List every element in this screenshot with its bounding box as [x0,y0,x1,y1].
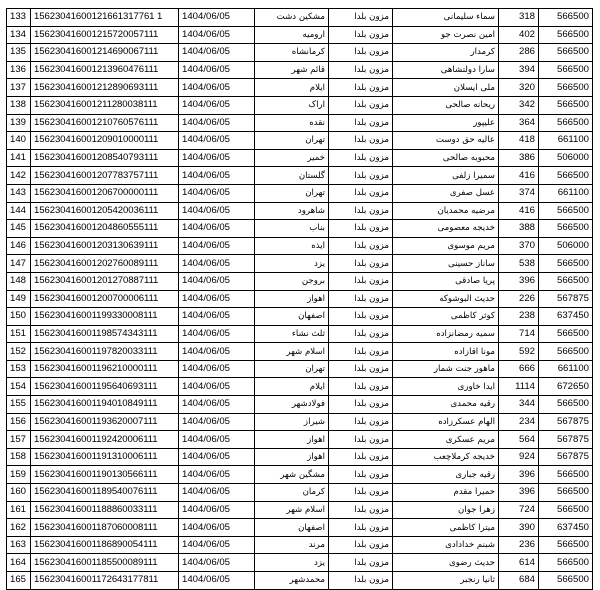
row-number: 154 [7,378,31,396]
branch-cell: مزون بلدا [329,237,393,255]
score-cell: 374 [499,184,539,202]
date-cell: 1404/06/05 [179,61,255,79]
date-cell: 1404/06/05 [179,96,255,114]
name-cell: رقیه جباری [393,466,499,484]
date-cell: 1404/06/05 [179,149,255,167]
tracking-code: 156230416001192420006111 [31,431,179,449]
amount-cell: 637450 [539,519,593,537]
branch-cell: مزون بلدا [329,431,393,449]
date-cell: 1404/06/05 [179,290,255,308]
table-row [7,413,593,431]
score-cell: 238 [499,308,539,326]
name-cell: امین نصرت جو [393,26,499,44]
city-cell: اراک [255,96,329,114]
tracking-code: 156230416001210760576111 [31,114,179,132]
tracking-code: 156230416001195640693111 [31,378,179,396]
city-cell: شیراز [255,413,329,431]
table-row [7,44,593,62]
row-number: 163 [7,536,31,554]
branch-cell: مزون بلدا [329,220,393,238]
city-cell: مشکین دشت [255,9,329,27]
table-row [7,378,593,396]
score-cell: 592 [499,343,539,361]
city-cell: مشگین شهر [255,466,329,484]
table-row [7,572,593,590]
row-number: 137 [7,79,31,97]
score-cell: 924 [499,448,539,466]
date-cell: 1404/06/05 [179,396,255,414]
branch-cell: مزون بلدا [329,44,393,62]
date-cell: 1404/06/05 [179,431,255,449]
date-cell: 1404/06/05 [179,466,255,484]
branch-cell: مزون بلدا [329,396,393,414]
city-cell: کرمان [255,484,329,502]
score-cell: 684 [499,572,539,590]
table-row [7,308,593,326]
date-cell: 1404/06/05 [179,360,255,378]
tracking-code: 156230416001205420036111 [31,202,179,220]
city-cell: اهواز [255,290,329,308]
name-cell: میترا کاظمی [393,519,499,537]
score-cell: 666 [499,360,539,378]
name-cell: خدیجه معصومی [393,220,499,238]
city-cell: مرند [255,536,329,554]
branch-cell: مزون بلدا [329,448,393,466]
name-cell: زهرا جوان [393,501,499,519]
row-number: 134 [7,26,31,44]
table-row [7,466,593,484]
tracking-code: 156230416001209010000111 [31,132,179,150]
row-number: 155 [7,396,31,414]
branch-cell: مزون بلدا [329,308,393,326]
score-cell: 234 [499,413,539,431]
table-row [7,26,593,44]
amount-cell: 566500 [539,484,593,502]
row-number: 152 [7,343,31,361]
branch-cell: مزون بلدا [329,132,393,150]
row-number: 145 [7,220,31,238]
row-number: 138 [7,96,31,114]
row-number: 165 [7,572,31,590]
score-cell: 364 [499,114,539,132]
branch-cell: مزون بلدا [329,466,393,484]
score-cell: 342 [499,96,539,114]
row-number: 142 [7,167,31,185]
city-cell: کرمانشاه [255,44,329,62]
amount-cell: 566500 [539,79,593,97]
row-number: 146 [7,237,31,255]
tracking-code: 15623041600121661317761 1 [31,9,179,27]
name-cell: حدیث رضوی [393,554,499,572]
score-cell: 396 [499,466,539,484]
row-number: 143 [7,184,31,202]
branch-cell: مزون بلدا [329,149,393,167]
amount-cell: 566500 [539,572,593,590]
branch-cell: مزون بلدا [329,272,393,290]
city-cell: محمدشهر [255,572,329,590]
name-cell: سمیرا زلفی [393,167,499,185]
table-row [7,61,593,79]
date-cell: 1404/06/05 [179,255,255,273]
name-cell: کوثر کاظمی [393,308,499,326]
city-cell: قائم شهر [255,61,329,79]
row-number: 135 [7,44,31,62]
amount-cell: 566500 [539,343,593,361]
amount-cell: 566500 [539,325,593,343]
score-cell: 386 [499,149,539,167]
city-cell: یزد [255,255,329,273]
tracking-code: 156230416001206700000111 [31,184,179,202]
city-cell: اصفهان [255,519,329,537]
roster-table [6,8,593,590]
date-cell: 1404/06/05 [179,220,255,238]
date-cell: 1404/06/05 [179,501,255,519]
tracking-code: 156230416001185500089111 [31,554,179,572]
score-cell: 344 [499,396,539,414]
row-number: 160 [7,484,31,502]
tracking-code: 156230416001201270887111 [31,272,179,290]
date-cell: 1404/06/05 [179,272,255,290]
tracking-code: 156230416001189540076111 [31,484,179,502]
table-row [7,184,593,202]
score-cell: 226 [499,290,539,308]
branch-cell: مزون بلدا [329,554,393,572]
row-number: 150 [7,308,31,326]
name-cell: مریم عسکری [393,431,499,449]
amount-cell: 661100 [539,360,593,378]
score-cell: 286 [499,44,539,62]
table-row [7,272,593,290]
date-cell: 1404/06/05 [179,44,255,62]
branch-cell: مزون بلدا [329,9,393,27]
amount-cell: 567875 [539,413,593,431]
city-cell: اسلام شهر [255,343,329,361]
branch-cell: مزون بلدا [329,184,393,202]
branch-cell: مزون بلدا [329,325,393,343]
date-cell: 1404/06/05 [179,114,255,132]
amount-cell: 506000 [539,149,593,167]
name-cell: مرضیه محمدیان [393,202,499,220]
branch-cell: مزون بلدا [329,202,393,220]
row-number: 149 [7,290,31,308]
tracking-code: 156230416001208540793111 [31,149,179,167]
score-cell: 394 [499,61,539,79]
city-cell: ارومیه [255,26,329,44]
name-cell: الهام عسکرزاده [393,413,499,431]
amount-cell: 566500 [539,44,593,62]
amount-cell: 661100 [539,132,593,150]
table-row [7,202,593,220]
table-row [7,484,593,502]
table-row [7,501,593,519]
date-cell: 1404/06/05 [179,167,255,185]
score-cell: 318 [499,9,539,27]
name-cell: رقیه محمدی [393,396,499,414]
date-cell: 1404/06/05 [179,536,255,554]
tracking-code: 156230416001199330008111 [31,308,179,326]
city-cell: اهواز [255,431,329,449]
branch-cell: مزون بلدا [329,255,393,273]
score-cell: 418 [499,132,539,150]
name-cell: حمیرا مقدم [393,484,499,502]
city-cell: تهران [255,360,329,378]
date-cell: 1404/06/05 [179,237,255,255]
row-number: 148 [7,272,31,290]
name-cell: سمیه رمضانزاده [393,325,499,343]
city-cell: تهران [255,184,329,202]
city-cell: اهواز [255,448,329,466]
score-cell: 236 [499,536,539,554]
score-cell: 724 [499,501,539,519]
name-cell: ایدا خاوری [393,378,499,396]
score-cell: 538 [499,255,539,273]
name-cell: حدیث البوشوکه [393,290,499,308]
name-cell: خدیجه کرملاچعب [393,448,499,466]
city-cell: ایلام [255,79,329,97]
branch-cell: مزون بلدا [329,519,393,537]
amount-cell: 566500 [539,26,593,44]
row-number: 141 [7,149,31,167]
date-cell: 1404/06/05 [179,202,255,220]
tracking-code: 156230416001172643177811 [31,572,179,590]
city-cell: خمیر [255,149,329,167]
amount-cell: 566500 [539,202,593,220]
table-row [7,325,593,343]
amount-cell: 566500 [539,61,593,79]
row-number: 151 [7,325,31,343]
date-cell: 1404/06/05 [179,554,255,572]
branch-cell: مزون بلدا [329,114,393,132]
amount-cell: 566500 [539,501,593,519]
name-cell: عسل صفری [393,184,499,202]
table-row [7,519,593,537]
amount-cell: 661100 [539,184,593,202]
score-cell: 614 [499,554,539,572]
amount-cell: 566500 [539,9,593,27]
city-cell: بناب [255,220,329,238]
amount-cell: 506000 [539,237,593,255]
table-row [7,167,593,185]
table-row [7,396,593,414]
name-cell: پریا صادقی [393,272,499,290]
amount-cell: 566500 [539,554,593,572]
name-cell: سارا دولتشاهی [393,61,499,79]
table-row [7,79,593,97]
date-cell: 1404/06/05 [179,343,255,361]
score-cell: 564 [499,431,539,449]
tracking-code: 156230416001203130639111 [31,237,179,255]
date-cell: 1404/06/05 [179,519,255,537]
row-number: 164 [7,554,31,572]
score-cell: 370 [499,237,539,255]
table-row [7,536,593,554]
row-number: 140 [7,132,31,150]
date-cell: 1404/06/05 [179,572,255,590]
name-cell: شبنم خدادادی [393,536,499,554]
branch-cell: مزون بلدا [329,378,393,396]
tracking-code: 156230416001200700006111 [31,290,179,308]
tracking-code: 156230416001186890054111 [31,536,179,554]
amount-cell: 566500 [539,396,593,414]
name-cell: محبوبه صالحی [393,149,499,167]
name-cell: ملی ایسلان [393,79,499,97]
city-cell: گلستان [255,167,329,185]
row-number: 136 [7,61,31,79]
amount-cell: 566500 [539,96,593,114]
table-row [7,96,593,114]
tracking-code: 156230416001197820033111 [31,343,179,361]
city-cell: ایذه [255,237,329,255]
score-cell: 396 [499,272,539,290]
city-cell: یزد [255,554,329,572]
table-row [7,360,593,378]
name-cell: ثانیا رنجبر [393,572,499,590]
name-cell: عالیه حق دوست [393,132,499,150]
tracking-code: 156230416001193620007111 [31,413,179,431]
amount-cell: 672650 [539,378,593,396]
name-cell: علیپور [393,114,499,132]
tracking-code: 156230416001190130566111 [31,466,179,484]
amount-cell: 566500 [539,220,593,238]
city-cell: اصفهان [255,308,329,326]
date-cell: 1404/06/05 [179,184,255,202]
city-cell: تهران [255,132,329,150]
row-number: 133 [7,9,31,27]
tracking-code: 156230416001191310006111 [31,448,179,466]
row-number: 156 [7,413,31,431]
tracking-code: 156230416001213960476111 [31,61,179,79]
amount-cell: 566500 [539,466,593,484]
city-cell: اسلام شهر [255,501,329,519]
date-cell: 1404/06/05 [179,325,255,343]
score-cell: 1114 [499,378,539,396]
tracking-code: 156230416001194010849111 [31,396,179,414]
score-cell: 320 [499,79,539,97]
row-number: 159 [7,466,31,484]
name-cell: سماء سلیمانی [393,9,499,27]
date-cell: 1404/06/05 [179,26,255,44]
city-cell: ایلام [255,378,329,396]
branch-cell: مزون بلدا [329,536,393,554]
table-row [7,554,593,572]
city-cell: نقده [255,114,329,132]
name-cell: ماهور جنت شمار [393,360,499,378]
amount-cell: 567875 [539,448,593,466]
row-number: 147 [7,255,31,273]
tracking-code: 156230416001207783757111 [31,167,179,185]
row-number: 162 [7,519,31,537]
name-cell: کرمدار [393,44,499,62]
name-cell: ساناز حسینی [393,255,499,273]
branch-cell: مزون بلدا [329,501,393,519]
amount-cell: 566500 [539,114,593,132]
tracking-code: 156230416001212890693111 [31,79,179,97]
score-cell: 714 [499,325,539,343]
amount-cell: 637450 [539,308,593,326]
score-cell: 416 [499,202,539,220]
date-cell: 1404/06/05 [179,484,255,502]
tracking-code: 156230416001214690067111 [31,44,179,62]
tracking-code: 156230416001198574343111 [31,325,179,343]
branch-cell: مزون بلدا [329,96,393,114]
amount-cell: 566500 [539,272,593,290]
tracking-code: 156230416001204860555111 [31,220,179,238]
tracking-code: 156230416001188860033111 [31,501,179,519]
table-row [7,220,593,238]
name-cell: مونا اقازاده [393,343,499,361]
score-cell: 396 [499,484,539,502]
tracking-code: 156230416001196210000111 [31,360,179,378]
table-row [7,237,593,255]
branch-cell: مزون بلدا [329,572,393,590]
table-row [7,448,593,466]
date-cell: 1404/06/05 [179,132,255,150]
branch-cell: مزون بلدا [329,343,393,361]
row-number: 157 [7,431,31,449]
amount-cell: 566500 [539,255,593,273]
city-cell: فولادشهر [255,396,329,414]
amount-cell: 566500 [539,536,593,554]
city-cell: بروجن [255,272,329,290]
amount-cell: 566500 [539,167,593,185]
name-cell: ریحانه صالحی [393,96,499,114]
row-number: 144 [7,202,31,220]
city-cell: ثلث نشاء [255,325,329,343]
row-number: 158 [7,448,31,466]
table-row [7,132,593,150]
table-row [7,343,593,361]
date-cell: 1404/06/05 [179,448,255,466]
table-row [7,290,593,308]
branch-cell: مزون بلدا [329,290,393,308]
branch-cell: مزون بلدا [329,79,393,97]
branch-cell: مزون بلدا [329,360,393,378]
amount-cell: 567875 [539,431,593,449]
tracking-code: 156230416001202760089111 [31,255,179,273]
table-row [7,255,593,273]
name-cell: مریم موسوی [393,237,499,255]
branch-cell: مزون بلدا [329,167,393,185]
tracking-code: 156230416001215720057111 [31,26,179,44]
tracking-code: 156230416001187060008111 [31,519,179,537]
branch-cell: مزون بلدا [329,26,393,44]
row-number: 153 [7,360,31,378]
table-row [7,9,593,27]
table-row [7,149,593,167]
date-cell: 1404/06/05 [179,9,255,27]
branch-cell: مزون بلدا [329,413,393,431]
score-cell: 390 [499,519,539,537]
date-cell: 1404/06/05 [179,378,255,396]
date-cell: 1404/06/05 [179,79,255,97]
table-row [7,431,593,449]
row-number: 161 [7,501,31,519]
score-cell: 402 [499,26,539,44]
date-cell: 1404/06/05 [179,308,255,326]
tracking-code: 156230416001211280038111 [31,96,179,114]
table-row [7,114,593,132]
amount-cell: 567875 [539,290,593,308]
city-cell: شاهرود [255,202,329,220]
score-cell: 388 [499,220,539,238]
date-cell: 1404/06/05 [179,413,255,431]
score-cell: 416 [499,167,539,185]
branch-cell: مزون بلدا [329,61,393,79]
row-number: 139 [7,114,31,132]
branch-cell: مزون بلدا [329,484,393,502]
roster-body [7,9,593,590]
